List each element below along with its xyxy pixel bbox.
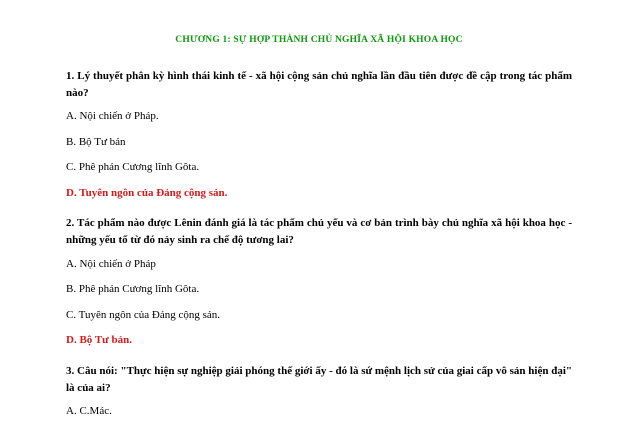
question-block [66, 215, 572, 348]
question-text [66, 215, 572, 249]
answer-text: Nội chiến ở Pháp [79, 257, 156, 270]
answer-label: A. [66, 404, 77, 417]
document-body [66, 34, 572, 437]
question-body: Câu nói: "Thực hiện sự nghiệp giải phóng thế giới ấy - đó là sứ mệnh lịch sử của giai cấp vô sản hiện đại" là của ai? [66, 364, 572, 394]
answer-label: B. [66, 135, 77, 148]
answer-option[interactable] [66, 256, 572, 273]
answer-text: C.Mác. [79, 404, 112, 417]
answer-option[interactable] [66, 159, 572, 176]
answer-list [66, 403, 572, 420]
answer-option[interactable] [66, 307, 572, 324]
question-text [66, 363, 572, 397]
question-body: Lý thuyết phân kỳ hình thái kinh tế - xã hội cộng sản chủ nghĩa lần đầu tiên được đề cập trong tác phẩm nào? [66, 70, 573, 100]
answer-text: Phê phán Cương lĩnh Gôta. [78, 283, 200, 296]
answer-option-correct[interactable] [66, 185, 572, 202]
answer-option[interactable] [66, 281, 572, 298]
answer-text: Phê phán Cương lĩnh Gôta. [78, 161, 200, 174]
answer-text: Nội chiến ở Pháp. [79, 110, 159, 123]
answer-label: D. [66, 186, 77, 199]
question-block [66, 363, 572, 434]
answer-label: A. [66, 257, 77, 270]
question-text [66, 68, 572, 102]
answer-list [66, 108, 572, 201]
answer-label: D. [66, 334, 77, 347]
question-body: Tác phẩm nào được Lênin đánh giá là tác phẩm chủ yếu và cơ bản trình bày chủ nghĩa xã hội khoa học - những yếu tố từ đó nảy sinh ra chế độ tương lai? [66, 217, 573, 247]
answer-list [66, 256, 572, 349]
question-block [66, 68, 572, 201]
answer-option[interactable] [66, 134, 572, 151]
answer-option[interactable] [66, 403, 572, 420]
answer-label: B. [66, 283, 77, 296]
answer-label: C. [66, 308, 77, 321]
answer-option-correct[interactable] [66, 332, 572, 349]
answer-label: A. [66, 110, 77, 123]
answer-text: Tuyên ngôn của Đảng cộng sản. [79, 186, 228, 199]
answer-label: C. [66, 161, 77, 174]
document-title: CHƯƠNG 1: SỰ HỢP THÀNH CHỦ NGHĨA XÃ HỘI KHOA HỌC [175, 35, 463, 45]
answer-text: Bộ Tư bản [78, 135, 126, 148]
question-number: 2. [66, 217, 75, 230]
question-number: 1. [66, 70, 75, 83]
question-number: 3. [66, 364, 75, 377]
answer-text: Tuyên ngôn của Đảng cộng sản. [78, 308, 221, 321]
answer-text: Bộ Tư bản. [79, 334, 133, 347]
answer-option[interactable] [66, 108, 572, 125]
